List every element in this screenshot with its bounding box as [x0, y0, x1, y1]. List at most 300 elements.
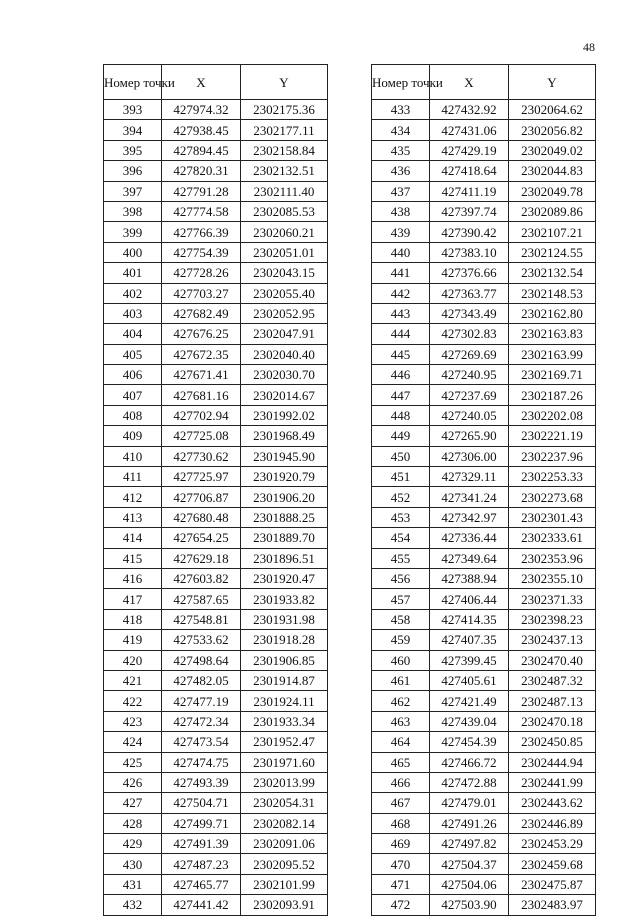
cell-x: 427472.34: [162, 711, 241, 731]
table-row: [104, 711, 328, 731]
cell-y: 2302163.99: [509, 344, 596, 364]
cell-point-number: 411: [104, 467, 162, 487]
cell-x: 427477.19: [162, 691, 241, 711]
cell-x: 427414.35: [430, 609, 509, 629]
table-row: [372, 507, 596, 527]
cell-point-number: 451: [372, 467, 430, 487]
cell-y: 2302177.11: [241, 120, 328, 140]
cell-point-number: 412: [104, 487, 162, 507]
table-row: [372, 895, 596, 915]
cell-y: 2302175.36: [241, 100, 328, 120]
cell-point-number: 393: [104, 100, 162, 120]
cell-x: 427431.06: [430, 120, 509, 140]
cell-point-number: 406: [104, 365, 162, 385]
cell-y: 2302459.68: [509, 854, 596, 874]
cell-x: 427343.49: [430, 303, 509, 323]
cell-point-number: 468: [372, 813, 430, 833]
table-row: [372, 732, 596, 752]
cell-y: 2302487.32: [509, 670, 596, 690]
cell-y: 2302450.85: [509, 732, 596, 752]
header-point-number: Номер точки: [104, 65, 162, 100]
cell-y: 2302047.91: [241, 324, 328, 344]
cell-y: 2302013.99: [241, 772, 328, 792]
table-row: [372, 589, 596, 609]
cell-x: 427399.45: [430, 650, 509, 670]
cell-point-number: 431: [104, 874, 162, 894]
cell-y: 2302355.10: [509, 568, 596, 588]
table-row: [104, 813, 328, 833]
cell-point-number: 426: [104, 772, 162, 792]
cell-x: 427390.42: [430, 222, 509, 242]
cell-point-number: 470: [372, 854, 430, 874]
cell-point-number: 464: [372, 732, 430, 752]
cell-point-number: 425: [104, 752, 162, 772]
table-row: [372, 303, 596, 323]
cell-x: 427766.39: [162, 222, 241, 242]
cell-y: 2302443.62: [509, 793, 596, 813]
table-row: [372, 385, 596, 405]
table-row: [104, 895, 328, 915]
cell-point-number: 400: [104, 242, 162, 262]
cell-x: 427728.26: [162, 263, 241, 283]
cell-y: 2302111.40: [241, 181, 328, 201]
cell-x: 427702.94: [162, 405, 241, 425]
cell-x: 427479.01: [430, 793, 509, 813]
cell-point-number: 405: [104, 344, 162, 364]
cell-y: 2302475.87: [509, 874, 596, 894]
cell-point-number: 396: [104, 161, 162, 181]
table-row: [372, 874, 596, 894]
cell-x: 427497.82: [430, 834, 509, 854]
cell-x: 427411.19: [430, 181, 509, 201]
table-row: [372, 772, 596, 792]
cell-point-number: 402: [104, 283, 162, 303]
cell-point-number: 467: [372, 793, 430, 813]
cell-y: 2301924.11: [241, 691, 328, 711]
table-row: [372, 201, 596, 221]
table-row: [104, 283, 328, 303]
cell-point-number: 417: [104, 589, 162, 609]
cell-x: 427671.41: [162, 365, 241, 385]
cell-x: 427383.10: [430, 242, 509, 262]
cell-point-number: 445: [372, 344, 430, 364]
cell-point-number: 399: [104, 222, 162, 242]
cell-x: 427465.77: [162, 874, 241, 894]
cell-y: 2302051.01: [241, 242, 328, 262]
table-row: [372, 548, 596, 568]
cell-point-number: 443: [372, 303, 430, 323]
cell-point-number: 432: [104, 895, 162, 915]
cell-x: 427269.69: [430, 344, 509, 364]
cell-y: 2301888.25: [241, 507, 328, 527]
cell-y: 2302470.40: [509, 650, 596, 670]
table-row: [104, 140, 328, 160]
cell-x: 427341.24: [430, 487, 509, 507]
cell-point-number: 421: [104, 670, 162, 690]
cell-point-number: 462: [372, 691, 430, 711]
cell-point-number: 428: [104, 813, 162, 833]
cell-y: 2302487.13: [509, 691, 596, 711]
cell-y: 2302107.21: [509, 222, 596, 242]
cell-x: 427388.94: [430, 568, 509, 588]
cell-x: 427329.11: [430, 467, 509, 487]
table-row: [104, 161, 328, 181]
cell-point-number: 461: [372, 670, 430, 690]
cell-y: 2302444.94: [509, 752, 596, 772]
cell-y: 2302049.78: [509, 181, 596, 201]
cell-x: 427499.71: [162, 813, 241, 833]
cell-y: 2301931.98: [241, 609, 328, 629]
cell-x: 427493.39: [162, 772, 241, 792]
table-row: [372, 120, 596, 140]
table-row: [104, 446, 328, 466]
cell-x: 427587.65: [162, 589, 241, 609]
cell-x: 427725.97: [162, 467, 241, 487]
cell-y: 2302060.21: [241, 222, 328, 242]
cell-x: 427429.19: [430, 140, 509, 160]
cell-point-number: 395: [104, 140, 162, 160]
cell-y: 2301920.79: [241, 467, 328, 487]
cell-x: 427487.23: [162, 854, 241, 874]
cell-y: 2302333.61: [509, 528, 596, 548]
table-row: [372, 426, 596, 446]
cell-x: 427336.44: [430, 528, 509, 548]
cell-y: 2302085.53: [241, 201, 328, 221]
cell-y: 2302132.54: [509, 263, 596, 283]
cell-y: 2301952.47: [241, 732, 328, 752]
cell-point-number: 449: [372, 426, 430, 446]
cell-point-number: 469: [372, 834, 430, 854]
cell-point-number: 458: [372, 609, 430, 629]
cell-y: 2301933.34: [241, 711, 328, 731]
cell-y: 2302253.33: [509, 467, 596, 487]
table-row: [372, 263, 596, 283]
table-row: [372, 834, 596, 854]
cell-x: 427498.64: [162, 650, 241, 670]
cell-x: 427894.45: [162, 140, 241, 160]
cell-y: 2302052.95: [241, 303, 328, 323]
cell-x: 427504.71: [162, 793, 241, 813]
cell-x: 427974.32: [162, 100, 241, 120]
cell-x: 427265.90: [430, 426, 509, 446]
table-header-row: [372, 65, 596, 100]
cell-point-number: 427: [104, 793, 162, 813]
table-row: [372, 140, 596, 160]
cell-x: 427240.05: [430, 405, 509, 425]
table-row: [104, 344, 328, 364]
cell-x: 427491.26: [430, 813, 509, 833]
cell-y: 2301896.51: [241, 548, 328, 568]
cell-x: 427482.05: [162, 670, 241, 690]
header-x: X: [162, 65, 241, 100]
cell-point-number: 424: [104, 732, 162, 752]
table-row: [104, 263, 328, 283]
cell-point-number: 453: [372, 507, 430, 527]
cell-x: 427454.39: [430, 732, 509, 752]
table-row: [372, 100, 596, 120]
cell-point-number: 441: [372, 263, 430, 283]
cell-point-number: 423: [104, 711, 162, 731]
table-row: [372, 161, 596, 181]
cell-x: 427682.49: [162, 303, 241, 323]
cell-y: 2302398.23: [509, 609, 596, 629]
cell-point-number: 397: [104, 181, 162, 201]
cell-y: 2301920.47: [241, 568, 328, 588]
cell-x: 427681.16: [162, 385, 241, 405]
cell-x: 427466.72: [430, 752, 509, 772]
cell-x: 427349.64: [430, 548, 509, 568]
cell-point-number: 413: [104, 507, 162, 527]
cell-x: 427703.27: [162, 283, 241, 303]
cell-x: 427680.48: [162, 507, 241, 527]
cell-y: 2302187.26: [509, 385, 596, 405]
cell-y: 2302014.67: [241, 385, 328, 405]
cell-y: 2302371.33: [509, 589, 596, 609]
cell-y: 2301971.60: [241, 752, 328, 772]
cell-y: 2301945.90: [241, 446, 328, 466]
cell-point-number: 439: [372, 222, 430, 242]
cell-point-number: 394: [104, 120, 162, 140]
table-row: [104, 181, 328, 201]
table-row: [372, 487, 596, 507]
cell-point-number: 466: [372, 772, 430, 792]
table-row: [372, 283, 596, 303]
cell-point-number: 420: [104, 650, 162, 670]
cell-y: 2302055.40: [241, 283, 328, 303]
cell-point-number: 415: [104, 548, 162, 568]
table-row: [104, 120, 328, 140]
cell-y: 2302158.84: [241, 140, 328, 160]
table-row: [104, 487, 328, 507]
table-row: [104, 507, 328, 527]
table-row: [372, 344, 596, 364]
cell-point-number: 435: [372, 140, 430, 160]
table-row: [104, 568, 328, 588]
header-y: Y: [241, 65, 328, 100]
cell-x: 427473.54: [162, 732, 241, 752]
header-x: X: [430, 65, 509, 100]
cell-point-number: 429: [104, 834, 162, 854]
table-row: [104, 303, 328, 323]
table-row: [372, 446, 596, 466]
cell-y: 2302148.53: [509, 283, 596, 303]
coordinates-table-left: [103, 64, 328, 916]
cell-y: 2302163.83: [509, 324, 596, 344]
cell-y: 2302093.91: [241, 895, 328, 915]
cell-y: 2302437.13: [509, 630, 596, 650]
cell-point-number: 463: [372, 711, 430, 731]
table-row: [372, 650, 596, 670]
cell-y: 2302056.82: [509, 120, 596, 140]
cell-y: 2302082.14: [241, 813, 328, 833]
header-y: Y: [509, 65, 596, 100]
cell-x: 427441.42: [162, 895, 241, 915]
table-row: [372, 365, 596, 385]
cell-point-number: 456: [372, 568, 430, 588]
cell-y: 2302237.96: [509, 446, 596, 466]
cell-x: 427533.62: [162, 630, 241, 650]
cell-y: 2302132.51: [241, 161, 328, 181]
cell-point-number: 442: [372, 283, 430, 303]
cell-point-number: 407: [104, 385, 162, 405]
cell-x: 427432.92: [430, 100, 509, 120]
cell-x: 427725.08: [162, 426, 241, 446]
cell-x: 427306.00: [430, 446, 509, 466]
cell-y: 2301914.87: [241, 670, 328, 690]
cell-y: 2302030.70: [241, 365, 328, 385]
table-row: [372, 467, 596, 487]
cell-point-number: 418: [104, 609, 162, 629]
table-row: [104, 691, 328, 711]
cell-y: 2302446.89: [509, 813, 596, 833]
cell-x: 427820.31: [162, 161, 241, 181]
cell-x: 427439.04: [430, 711, 509, 731]
table-row: [104, 670, 328, 690]
table-row: [104, 405, 328, 425]
table-row: [372, 670, 596, 690]
cell-y: 2302221.19: [509, 426, 596, 446]
table-row: [104, 242, 328, 262]
cell-x: 427407.35: [430, 630, 509, 650]
cell-y: 2302095.52: [241, 854, 328, 874]
cell-point-number: 450: [372, 446, 430, 466]
cell-x: 427548.81: [162, 609, 241, 629]
cell-point-number: 446: [372, 365, 430, 385]
table-row: [104, 365, 328, 385]
cell-point-number: 448: [372, 405, 430, 425]
cell-point-number: 444: [372, 324, 430, 344]
table-row: [372, 324, 596, 344]
table-row: [104, 609, 328, 629]
cell-x: 427397.74: [430, 201, 509, 221]
table-row: [104, 426, 328, 446]
table-row: [372, 242, 596, 262]
cell-y: 2302483.97: [509, 895, 596, 915]
cell-x: 427406.44: [430, 589, 509, 609]
cell-point-number: 454: [372, 528, 430, 548]
table-row: [372, 609, 596, 629]
cell-y: 2302470.18: [509, 711, 596, 731]
cell-point-number: 471: [372, 874, 430, 894]
cell-y: 2302064.62: [509, 100, 596, 120]
table-row: [104, 752, 328, 772]
table-row: [104, 732, 328, 752]
cell-x: 427376.66: [430, 263, 509, 283]
cell-point-number: 460: [372, 650, 430, 670]
cell-y: 2302089.86: [509, 201, 596, 221]
cell-y: 2301906.20: [241, 487, 328, 507]
table-row: [104, 630, 328, 650]
cell-y: 2302091.06: [241, 834, 328, 854]
cell-point-number: 410: [104, 446, 162, 466]
cell-x: 427421.49: [430, 691, 509, 711]
cell-y: 2302453.29: [509, 834, 596, 854]
header-point-number: Номер точки: [372, 65, 430, 100]
cell-point-number: 419: [104, 630, 162, 650]
table-row: [372, 405, 596, 425]
cell-point-number: 430: [104, 854, 162, 874]
cell-y: 2302353.96: [509, 548, 596, 568]
cell-point-number: 416: [104, 568, 162, 588]
table-row: [104, 793, 328, 813]
cell-y: 2302169.71: [509, 365, 596, 385]
cell-point-number: 447: [372, 385, 430, 405]
cell-point-number: 409: [104, 426, 162, 446]
cell-x: 427240.95: [430, 365, 509, 385]
cell-x: 427472.88: [430, 772, 509, 792]
cell-point-number: 457: [372, 589, 430, 609]
table-row: [104, 874, 328, 894]
cell-point-number: 452: [372, 487, 430, 507]
table-row: [372, 181, 596, 201]
cell-point-number: 440: [372, 242, 430, 262]
cell-point-number: 398: [104, 201, 162, 221]
table-row: [104, 854, 328, 874]
table-row: [104, 385, 328, 405]
cell-x: 427730.62: [162, 446, 241, 466]
cell-point-number: 408: [104, 405, 162, 425]
cell-y: 2302054.31: [241, 793, 328, 813]
cell-y: 2302441.99: [509, 772, 596, 792]
table-row: [104, 834, 328, 854]
cell-x: 427672.35: [162, 344, 241, 364]
cell-y: 2302162.80: [509, 303, 596, 323]
table-row: [372, 793, 596, 813]
cell-y: 2302301.43: [509, 507, 596, 527]
cell-point-number: 436: [372, 161, 430, 181]
table-row: [372, 854, 596, 874]
cell-y: 2301992.02: [241, 405, 328, 425]
cell-point-number: 404: [104, 324, 162, 344]
cell-y: 2302044.83: [509, 161, 596, 181]
cell-x: 427791.28: [162, 181, 241, 201]
cell-point-number: 472: [372, 895, 430, 915]
cell-point-number: 465: [372, 752, 430, 772]
cell-x: 427774.58: [162, 201, 241, 221]
cell-y: 2302124.55: [509, 242, 596, 262]
cell-point-number: 434: [372, 120, 430, 140]
coordinates-table-right: [371, 64, 596, 916]
cell-point-number: 401: [104, 263, 162, 283]
table-row: [372, 813, 596, 833]
cell-x: 427603.82: [162, 568, 241, 588]
cell-x: 427405.61: [430, 670, 509, 690]
cell-x: 427706.87: [162, 487, 241, 507]
cell-x: 427676.25: [162, 324, 241, 344]
table-row: [104, 100, 328, 120]
cell-y: 2301933.82: [241, 589, 328, 609]
cell-x: 427474.75: [162, 752, 241, 772]
cell-x: 427504.37: [430, 854, 509, 874]
cell-x: 427302.83: [430, 324, 509, 344]
table-row: [104, 222, 328, 242]
table-row: [372, 222, 596, 242]
cell-x: 427654.25: [162, 528, 241, 548]
cell-point-number: 433: [372, 100, 430, 120]
cell-point-number: 437: [372, 181, 430, 201]
cell-y: 2302273.68: [509, 487, 596, 507]
cell-point-number: 455: [372, 548, 430, 568]
cell-point-number: 438: [372, 201, 430, 221]
table-row: [104, 650, 328, 670]
cell-point-number: 422: [104, 691, 162, 711]
cell-x: 427503.90: [430, 895, 509, 915]
table-row: [104, 528, 328, 548]
cell-point-number: 403: [104, 303, 162, 323]
cell-y: 2302202.08: [509, 405, 596, 425]
cell-x: 427504.06: [430, 874, 509, 894]
table-row: [104, 467, 328, 487]
